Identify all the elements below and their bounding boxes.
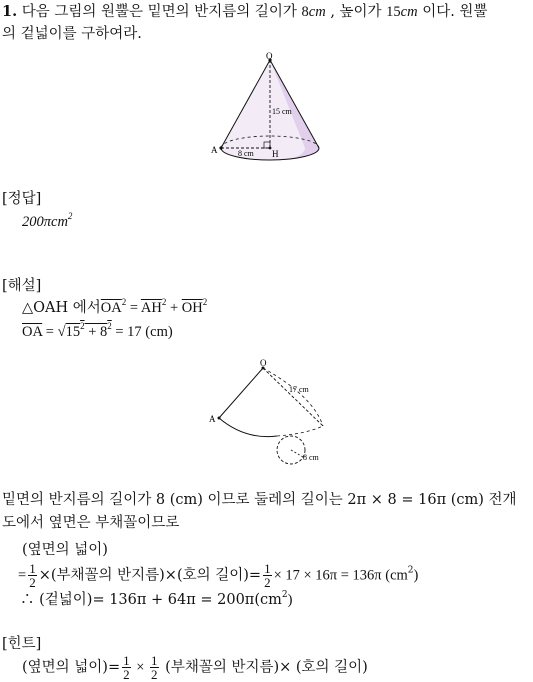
fraction-half: $\frac{1}{2}$ — [29, 561, 36, 590]
conclusion-text: ∴ (겉넓이)= 136π + 64π = 200π(cm — [20, 592, 282, 608]
solution-para-1: 밑면의 반지름의 길이가 8 (cm) 이므로 둘레의 길이는 2π × 8 = 16π (cm) 전개 — [2, 492, 517, 508]
radius-value: 8 — [301, 4, 309, 20]
unit-cm-2: cm — [400, 4, 418, 20]
problem-text-1: 다음 그림의 원뿔은 밑면의 반지름의 길이가 — [21, 4, 297, 20]
seg-oa-2: $\overline{OA}$ — [22, 324, 43, 340]
fig1-label-a: A — [211, 145, 218, 155]
answer-value — [22, 212, 72, 232]
hint-heading: [힌트] — [2, 636, 42, 652]
side-area-label: (옆면의 넓이) — [22, 542, 108, 558]
hint-middle: (부채꼴의 반지름)× (호의 길이) — [165, 659, 368, 676]
seg-oh: $\overline{OH}$ — [181, 300, 203, 316]
cone-figure — [205, 52, 330, 164]
solution-para-2: 도에서 옆면은 부채꼴이므로 — [2, 515, 180, 531]
answer-value-text: 200πcm — [22, 214, 68, 230]
triangle-name: △OAH 에서 — [22, 300, 101, 316]
answer-heading: [정답] — [2, 191, 42, 207]
oa-equation: $\overline{OA} = √15^2 + 8^2 = 17$ (cm) — [22, 321, 173, 340]
problem-text-3: 이다. 원뿔 — [422, 4, 488, 20]
pythagoras-equation: △OAH 에서$\overline{OA}^2 = \overline{AH}^2 + \overline{OH}^2$ — [22, 297, 208, 316]
side-area-formula: = $\frac{1}{2}$ ×(부채꼴의 반지름)×(호의 길이)= $\frac{1}{2}$ × 17 × 16π = 136π $(cm^2)$ — [18, 561, 419, 590]
seg-oa: $\overline{OA}$ — [100, 300, 122, 316]
hint-prefix: (옆면의 넓이)= — [22, 659, 121, 676]
problem-line-1 — [2, 2, 487, 22]
fig2-label-a: A — [209, 414, 216, 424]
seg-ah: $\overline{AH}$ — [140, 300, 162, 316]
formula-right: × 17 × 16π = 136π (cm — [273, 567, 408, 584]
unit-cm: cm — [308, 4, 326, 20]
sqrt-radicand: $15^2 + 8^2$ — [65, 321, 112, 340]
sector-figure — [205, 356, 330, 468]
fig1-height-label: 15 cm — [272, 107, 292, 116]
fraction-half-2: $\frac{1}{2}$ — [264, 561, 271, 590]
solution-heading: [해설] — [2, 278, 42, 294]
hint-formula: (옆면의 넓이)= $\frac{1}{2}$ × $\frac{1}{2}$ (부채꼴의 반지름)× (호의 길이) — [22, 653, 368, 682]
answer-exponent: 2 — [67, 211, 73, 221]
problem-line-2: 의 겉넓이를 구하여라. — [2, 26, 142, 42]
formula-left: ×(부채꼴의 반지름)×(호의 길이)= — [38, 567, 262, 584]
problem-text-2: , 높이가 — [330, 4, 382, 20]
conclusion-line: ∴ (겉넓이)= $136\pi + 64\pi = 200\pi(cm^2)$ — [20, 590, 293, 608]
fig2-radius-label: 8 cm — [303, 453, 319, 462]
fig1-radius-label: 8 cm — [238, 149, 254, 158]
fig1-label-h: H — [272, 149, 279, 159]
oa-result: = 17 (cm) — [115, 324, 173, 340]
sqrt-sign: √ — [57, 324, 66, 340]
hint-fraction-2: $\frac{1}{2}$ — [151, 653, 158, 682]
hint-fraction-1: $\frac{1}{2}$ — [123, 653, 130, 682]
height-value: 15 — [386, 4, 401, 20]
problem-number: 1. — [2, 3, 18, 20]
fig2-label-o: O — [260, 358, 267, 368]
fig2-slant-label: 17 cm — [289, 385, 309, 394]
fig1-label-o: O — [266, 52, 273, 61]
